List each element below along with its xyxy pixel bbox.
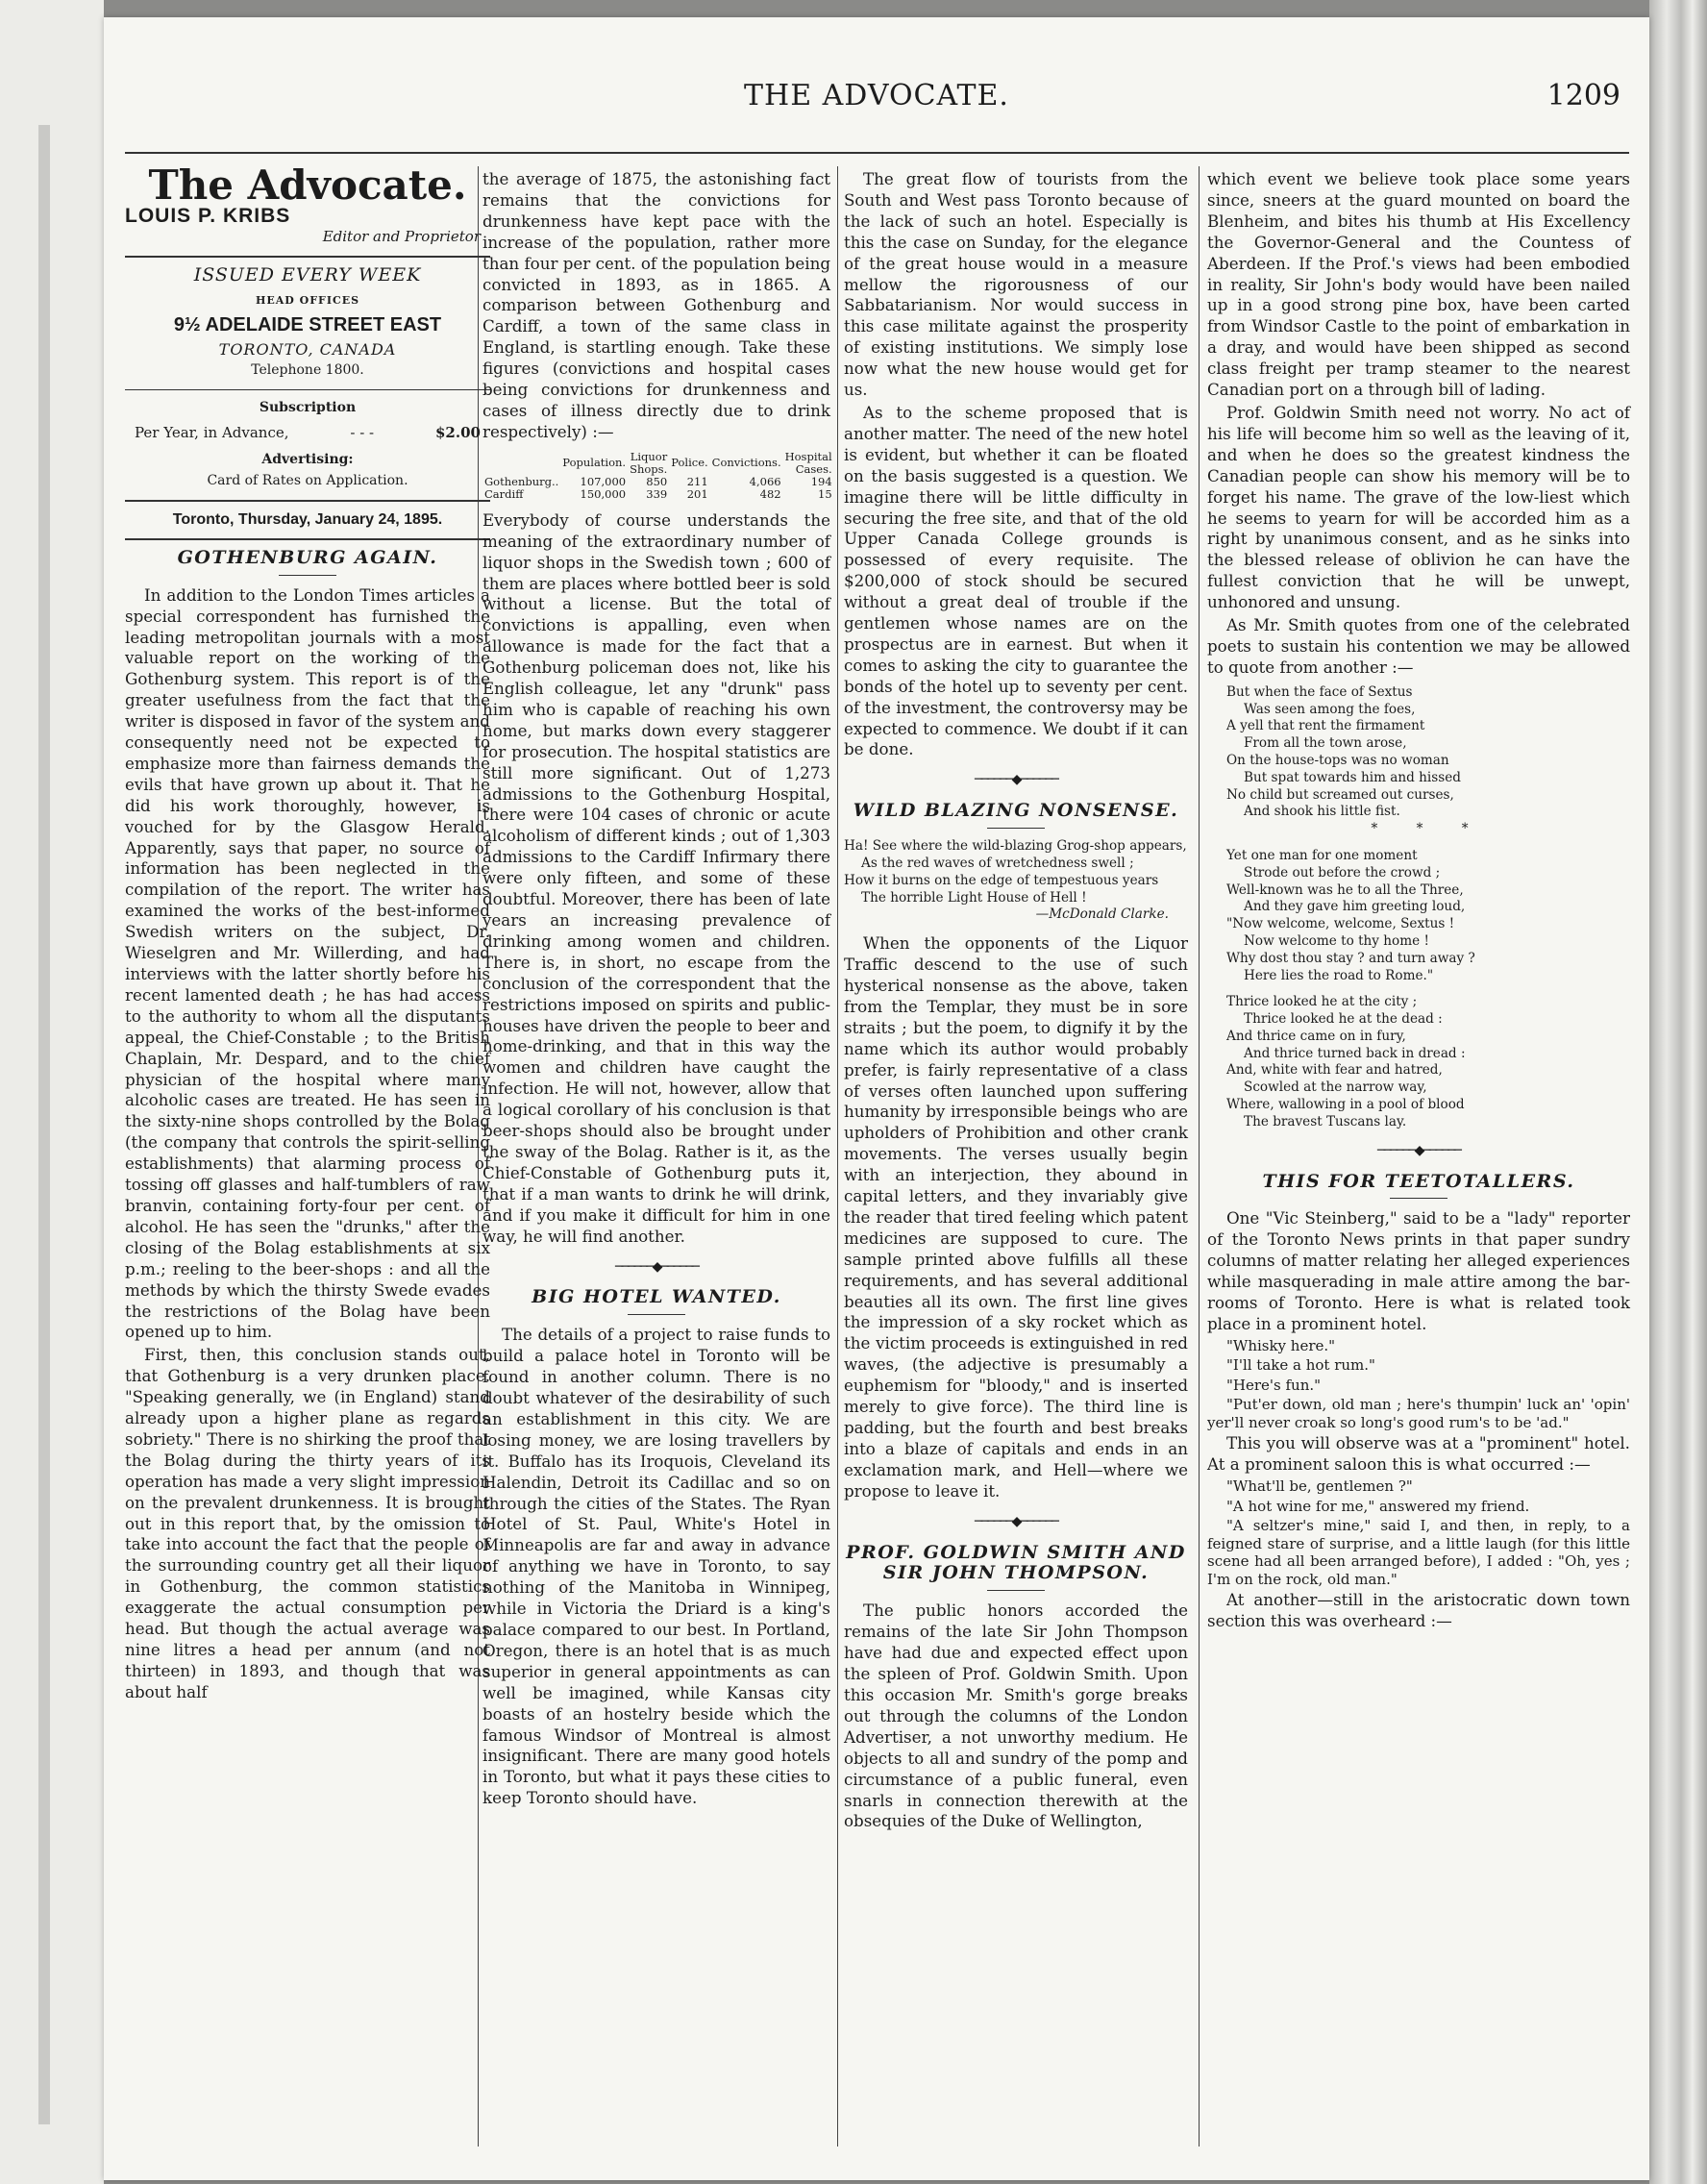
- poem-line: And thrice turned back in dread :: [1244, 1045, 1466, 1061]
- headline-rule: [987, 1590, 1045, 1591]
- masthead-rule: [125, 389, 490, 390]
- article-paragraph: The public honors accorded the remains of the late Sir John Thompson have had due and expected effect upon the spleen of Prof. Goldwin Smith. Upon this occasion Mr. Smith's gorge breaks out through the columns of the London Advertiser, a not unworthy medium. He objects to all and sundry of the pomp and circumstance of a public funeral, even snarls in connection therewith at the obsequies of the Duke of Wellington,: [844, 1601, 1188, 1831]
- poem-line: Ha! See where the wild-blazing Grog-shop appears,: [844, 838, 1187, 855]
- poem-line: Scowled at the narrow way,: [1244, 1080, 1427, 1096]
- poem-stars: * * *: [1371, 821, 1486, 837]
- article-headline: PROF. GOLDWIN SMITH AND: [846, 1541, 1186, 1563]
- article-paragraph: Everybody of course understands the meaning of the extraordinary number of liquor shops in the Swedish town ; 600 of them are places where bottled beer is sold without a license. But the total of convictions is appalling, even when allowance is made for the fact that a Gothenburg policeman does not, like his English colleague, let any "drunk" pass him who is capable of reaching his own home, but marks down every staggerer for prosecution. The hospital statistics are still more significant. Out of 1,273 admissions to the Gothenburg Hospital, there were 104 cases of chronic or acute alcoholism of different kinds ; out of 1,303 admissions to the Cardiff Infirmary there were only fifteen, and some of these doubtful. Moreover, there has been of late years an increasing prevalence of drinking among women and children. There is, in short, no escape from the conclusion of the correspondent that the restrictions imposed on spirits and public-houses have driven the people to beer and home-drinking, and that in this way the women and children have caught the infection. He will not, however, allow that a logical corollary of his conclusion is that beer-shops should also be brought under the sway of the Bolag. Rather is it, as the Chief-Constable of Gothenburg puts it, that if a man wants to drink he will drink, and if you make it difficult for him in one way, he will find another.: [482, 509, 830, 1246]
- quoted-poem: [844, 838, 1188, 924]
- poem-gap: [1226, 838, 1630, 848]
- table-cell: 4,066: [749, 474, 781, 488]
- statistics-table: [482, 451, 834, 501]
- table-cell: 482: [759, 486, 781, 501]
- poem-line: Yet one man for one moment: [1226, 847, 1418, 863]
- advertising-text: Card of Rates on Application.: [207, 472, 408, 488]
- advertising-label: Advertising:: [261, 452, 354, 468]
- table-cell: Cardiff: [484, 486, 524, 501]
- masthead-rule: [125, 256, 490, 258]
- column-1: [125, 161, 490, 1705]
- table-header-cell: Hospital Cases.: [784, 449, 832, 476]
- table-cell: 211: [686, 474, 708, 488]
- dialog-line: "A seltzer's mine," said I, and then, in reply, to a feigned stare of surprise, and a little laugh (for this little scene had all been arranged before), I added : "Oh, yes ; I'm on the rock, old man.": [1207, 1517, 1630, 1588]
- dialog-line: "A hot wine for me," answered my friend.: [1226, 1497, 1530, 1515]
- article-paragraph: Prof. Goldwin Smith need not worry. No act of his life will become him so well as the leaving of it, and when he does so the greatest kindness the Canadian people can show his memory will be to forget his name. The grave of the low-liest which he seems to yearn for will be accorded him as a right by unanimous consent, and as he sinks into the blessed release of oblivion he can have the fullest conviction that he will be unwept, unhonored and unsung.: [1207, 402, 1630, 612]
- subscription-label: Subscription: [259, 400, 357, 416]
- poem-line: How it burns on the edge of tempestuous years: [844, 872, 1159, 888]
- table-header-cell: Population.: [562, 456, 627, 470]
- poem-line: But when the face of Sextus: [1226, 683, 1413, 700]
- masthead-title: The Advocate.: [148, 161, 467, 209]
- poem-line: Thrice looked he at the city ;: [1226, 994, 1418, 1010]
- headline-rule: [628, 1314, 685, 1315]
- subscription-price: $2.00: [435, 424, 481, 442]
- masthead-rule: [125, 500, 490, 502]
- table-header-cell: Police.: [671, 456, 708, 470]
- table-cell: 850: [646, 474, 668, 488]
- subscription-line: [135, 423, 481, 444]
- poem-line: And thrice came on in fury,: [1226, 1028, 1406, 1044]
- dialog-line: "What'll be, gentlemen ?": [1226, 1477, 1413, 1496]
- quoted-poem: [1226, 684, 1630, 1131]
- subscription-text: Per Year, in Advance,: [135, 424, 289, 442]
- table-cell: 15: [818, 486, 832, 501]
- column-4: [1207, 169, 1630, 1634]
- poem-line: No child but screamed out curses,: [1226, 786, 1454, 803]
- poem-line: Was seen among the foes,: [1244, 701, 1416, 717]
- editor-role: Editor and Proprietor: [322, 227, 481, 245]
- table-row: [482, 476, 834, 488]
- section-divider: ──────◆──────: [975, 1513, 1057, 1529]
- table-cell: 194: [810, 474, 832, 488]
- poem-line: Strode out before the crowd ;: [1244, 864, 1441, 881]
- article-paragraph: In addition to the London Times articles a special correspondent has furnished the leading metropolitan journals with a most valuable report on the working of the Gothenburg system. This report is of the greater usefulness from the fact that the writer is disposed in favor of the system and consequently need not be expected to emphasize more than fairness demands the evils that have grown up about it. That he did his work thoroughly, however, is vouched for by the Glasgow Herald. Apparently, says that paper, no source of information has been neglected in the compilation of the report. The writer has examined the works of the best-informed Swedish writers on the subject, Dr. Wieselgren and Mr. Willerding, and had interviews with the latter shortly before his recent lamented death ; he has had access to the authority to whom all the disputants appeal, the Chief-Constable ; to the British Chaplain, Mr. Despard, and to the chief physician of the hospital where many alcoholic cases are treated. He has seen in the sixty-nine shops controlled by the Bolag (the company that controls the spirit-selling establishments) that alarming process of tossing off glasses and half-tumblers of raw branvin, containing forty-four per cent. of alcohol. He has seen the "drunks," after the closing of the Bolag establishments at six p.m.; reeling to the beer-shops : and all the methods by which the thirsty Swede evades the restrictions of the Bolag have been opened up to him.: [125, 584, 490, 1342]
- issued-line: ISSUED EVERY WEEK: [193, 263, 422, 285]
- article-paragraph: The great flow of tourists from the South and West pass Toronto because of the lack of such an hotel. Especially is this the case on Sunday, for the elegance of the great house would in a measure mellow the rigorousness of our Sabbatarianism. Nor would success in this case militate against the prosperity of existing institutions. We simply lose now what the new house would get for us.: [844, 169, 1188, 400]
- poem-line: And, white with fear and hatred,: [1226, 1062, 1443, 1079]
- article-headline: GOTHENBURG AGAIN.: [177, 546, 438, 568]
- poem-line: But spat towards him and hissed: [1244, 769, 1461, 785]
- poem-line: The bravest Tuscans lay.: [1244, 1113, 1407, 1129]
- dialog-line: "Put'er down, old man ; here's thumpin' luck an' 'opin' yer'll never croak so long's good rum's to be 'ad.": [1207, 1396, 1630, 1431]
- poem-line: Now welcome to thy home !: [1244, 932, 1429, 949]
- poem-line: Where, wallowing in a pool of blood: [1226, 1097, 1465, 1113]
- dialog-block: [1207, 1337, 1630, 1432]
- dialog-line: "Here's fun.": [1226, 1376, 1322, 1394]
- article-paragraph: This you will observe was at a "prominent" hotel. At a prominent saloon this is what occurred :—: [1207, 1433, 1630, 1475]
- running-title: THE ADVOCATE.: [744, 79, 1009, 112]
- previous-page-edge: [0, 0, 104, 2184]
- table-header-cell: Liquor Shops.: [630, 449, 668, 476]
- table-cell: 150,000: [580, 486, 627, 501]
- subscription-dots: - - -: [350, 424, 375, 442]
- poem-line: From all the town arose,: [1244, 735, 1407, 752]
- article-paragraph: The details of a project to raise funds to build a palace hotel in Toronto will be found in another column. There is no doubt whatever of the desirability of such an establishment in this city. We are losing money, we are losing travellers by it. Buffalo has its Iroquois, Cleveland its Halendin, Detroit its Cadillac and so on through the cities of the States. The Ryan Hotel of St. Paul, White's Hotel in Minneapolis are far and away in advance of anything we have in Toronto, to say nothing of the Manitoba in Winnipeg, while in Victoria the Driard is a king's palace compared to our best. In Portland, Oregon, there is an hotel that is as much superior in general appointments as can well be imagined, while Kansas city boasts of an hostelry beside which the famous Windsor of Montreal is almost insignificant. There are many good hotels in Toronto, but what it pays these cities to keep Toronto should have.: [482, 1325, 830, 1808]
- article-paragraph: One "Vic Steinberg," said to be a "lady" reporter of the Toronto News prints in that paper sundry columns of matter relating her alleged experiences while masquerading in male attire among the bar-rooms of Toronto. Here is what is related took place in a prominent hotel.: [1207, 1208, 1630, 1334]
- poem-line: Thrice looked he at the dead :: [1244, 1011, 1443, 1028]
- page-number: 1209: [1546, 79, 1620, 112]
- headline-rule: [1390, 1198, 1447, 1199]
- poem-gap: [1226, 984, 1630, 994]
- headline-rule: [279, 575, 336, 576]
- table-cell: 201: [686, 486, 708, 501]
- top-rule: [125, 152, 1629, 154]
- article-paragraph: which event we believe took place some years since, sneers at the guard mounted on board the Blenheim, and bites his thumb at His Excellency the Governor-General and the Countess of Aberdeen. If the Prof.'s views had been embodied in reality, Sir John's body would have been nailed up in a good strong pine box, have been carted from Windsor Castle to the point of embarkation in a dray, and would have been shipped as second class freight per tramp steamer to the nearest Canadian port on a through bill of lading.: [1207, 169, 1630, 400]
- poem-line: As the red waves of wretchedness swell ;: [861, 855, 1134, 871]
- column-2: [482, 169, 830, 1811]
- article-paragraph: the average of 1875, the astonishing fact remains that the convictions for drunkenness have kept pace with the increase of the population, rather more than four per cent. of the population being convicted in 1893, as in 1865. A comparison between Gothenburg and Cardiff, a town of the same class in England, is startling enough. Take these figures (convictions and hospital cases being convictions for drunkenness and cases of illness directly due to drink respectively) :—: [482, 169, 830, 441]
- article-paragraph: As Mr. Smith quotes from one of the celebrated poets to sustain his contention we may be allowed to quote from another :—: [1207, 615, 1630, 677]
- poem-line: On the house-tops was no woman: [1226, 752, 1449, 768]
- dialog-line: "Whisky here.": [1226, 1336, 1336, 1354]
- newspaper-page: [104, 17, 1649, 2180]
- poem-line: And shook his little fist.: [1244, 804, 1400, 820]
- dialog-line: "I'll take a hot rum.": [1226, 1356, 1375, 1375]
- article-headline: BIG HOTEL WANTED.: [532, 1286, 781, 1308]
- article-headline: SIR JOHN THOMPSON.: [882, 1562, 1150, 1584]
- poem-line: The horrible Light House of Hell !: [861, 889, 1087, 906]
- office-city: TORONTO, CANADA: [218, 340, 397, 360]
- table-header-cell: Convictions.: [711, 456, 781, 470]
- table-cell: 107,000: [580, 474, 627, 488]
- article-paragraph: First, then, this conclusion stands out, that Gothenburg is a very drunken place. "Speaking generally, we (in England) stand already upon a higher plane as regards sobriety." There is no shirking the proof that the Bolag during the thirty years of its operation has made a very slight impression on the prevalent drunkenness. It is brought out in this report that, by the omission to take into account the fact that the people of the surrounding country get all their liquor in Gothenburg, the common statistics exaggerate the actual consumption per head. But though the actual average was nine litres a head per annum (and not thirteen) in 1893, and though that was about half: [125, 1345, 490, 1701]
- table-header-cell: [482, 451, 560, 476]
- column-3: [844, 169, 1188, 1834]
- head-offices-label: HEAD OFFICES: [255, 293, 360, 307]
- poem-line: Here lies the road to Rome.": [1244, 967, 1434, 983]
- office-address: 9½ ADELAIDE STREET EAST: [173, 313, 442, 335]
- telephone: Telephone 1800.: [251, 362, 364, 379]
- article-paragraph: At another—still in the aristocratic down town section this was overheard :—: [1207, 1590, 1630, 1631]
- table-header-row: [482, 451, 834, 476]
- article-paragraph: As to the scheme proposed that is another matter. The need of the new hotel is evident, but whether it can be floated on the basis suggested is a question. We imagine there will be little difficulty in securing the free site, and that of the old Upper Canada College grounds is possessed of every requisite. The $200,000 of stock should be secured without a great deal of trouble if the gentlemen whose names are on the prospectus are in earnest. But when it comes to asking the city to guarantee the bonds of the hotel up to seventy per cent. of the investment, the controversy may be expected to commence. We doubt if it can be done.: [844, 402, 1188, 759]
- section-divider: ──────◆──────: [1377, 1142, 1460, 1158]
- section-divider: ──────◆──────: [615, 1258, 698, 1275]
- column-rule: [837, 166, 838, 2147]
- page-stack-edge: [1649, 0, 1707, 2184]
- table-cell: 339: [646, 486, 668, 501]
- poem-attribution: —McDonald Clarke.: [1035, 906, 1169, 923]
- masthead-rule: [125, 538, 490, 540]
- poem-line: Why dost thou stay ? and turn away ?: [1226, 950, 1475, 966]
- section-divider: ──────◆──────: [975, 772, 1057, 788]
- poem-line: And they gave him greeting loud,: [1244, 899, 1466, 915]
- column-rule: [1199, 166, 1200, 2147]
- poem-line: Well-known was he to all the Three,: [1226, 881, 1464, 898]
- table-row: [482, 488, 834, 501]
- issue-date: Toronto, Thursday, January 24, 1895.: [172, 510, 443, 528]
- article-headline: THIS FOR TEETOTALLERS.: [1262, 1170, 1575, 1192]
- binding-shadow: [38, 125, 50, 2124]
- editor-name: LOUIS P. KRIBS: [125, 204, 291, 227]
- headline-rule: [987, 828, 1045, 829]
- dialog-block: [1207, 1477, 1630, 1588]
- poem-line: A yell that rent the firmament: [1226, 718, 1425, 734]
- article-paragraph: When the opponents of the Liquor Traffic descend to the use of such hysterical nonsense as the above, taken from the Templar, they must be in sore straits ; but the poem, to dignify it by the name which its author would probably prefer, is fairly representative of a class of verses often launched upon suffering humanity by irresponsible beings who are upholders of Prohibition and other crank movements. The verses usually begin with an interjection, they abound in capital letters, and they invariably give the reader that tired feeling which patent medicines are supposed to cure. The sample printed above fulfills all these requirements, and has several additional beauties all its own. The first line gives the impression of a sky rocket which as the victim proceeds is extinguished in red waves, (the adjective is presumably a euphemism for "bloody," and is inserted merely to give force). The third line is padding, but the fourth and best breaks into a blaze of capitals and ends in an exclamation mark, and Hell—where we propose to leave it.: [844, 933, 1188, 1501]
- article-headline: WILD BLAZING NONSENSE.: [853, 800, 1179, 822]
- poem-line: "Now welcome, welcome, Sextus !: [1226, 916, 1455, 932]
- table-cell: Gothenburg..: [484, 474, 559, 488]
